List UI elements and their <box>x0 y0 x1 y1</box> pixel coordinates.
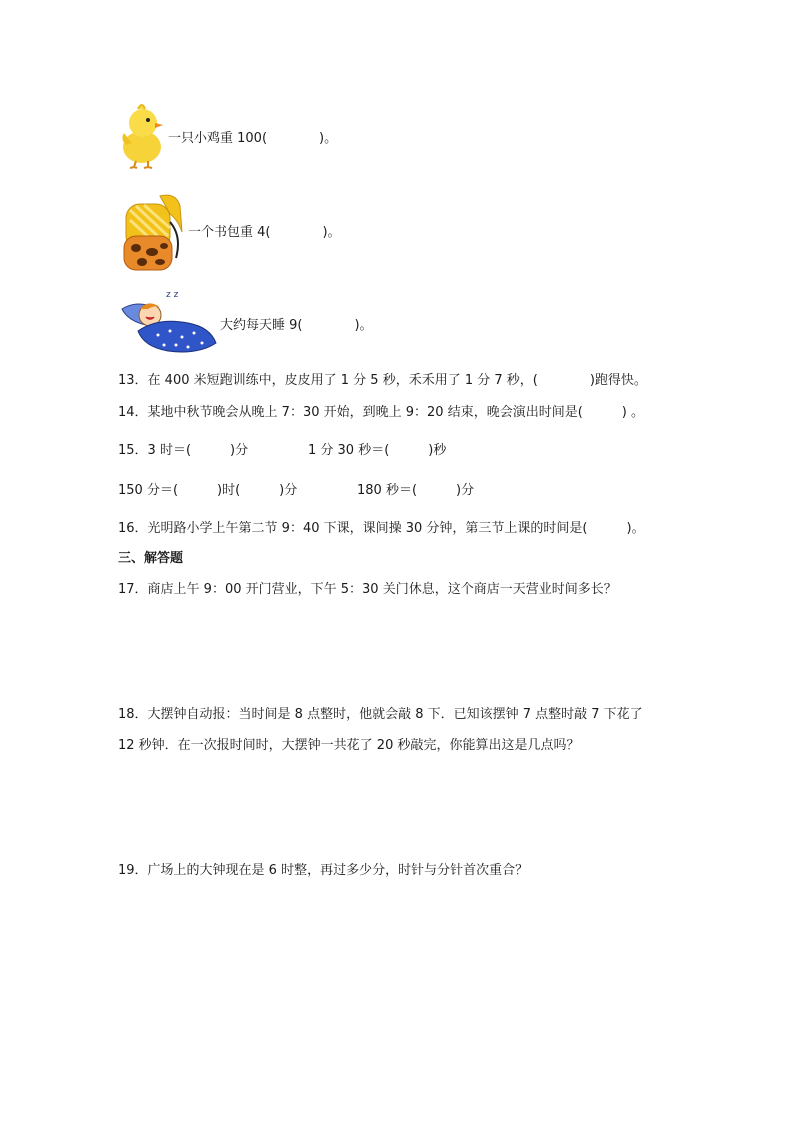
question-18-line-2: 12 秒钟．在一次报时间时，大摆钟一共花了 20 秒敲完，你能算出这是几点吗？ <box>118 738 580 753</box>
question-15-part-4: 180 秒＝( )分 <box>357 483 475 498</box>
question-18-line-1: 18．大摆钟自动报：当时间是 8 点整时，他就会敲 8 下．已知该摆钟 7 点整时敲 7 下花了 <box>118 707 643 722</box>
question-13: 13．在 400 米短跑训练中，皮皮用了 1 分 5 秒，禾禾用了 1 分 7 秒，( )跑得快。 <box>118 373 647 388</box>
question-15-part-2: 1 分 30 秒＝( )秒 <box>308 443 447 458</box>
backpack-icon <box>120 192 186 274</box>
section-heading: 三、解答题 <box>118 551 184 566</box>
question-16: 16．光明路小学上午第二节 9：40 下课，课间操 30 分钟，第三节上课的时间是( )。 <box>118 521 645 536</box>
question-15-part-1: 15．3 时＝( )分 <box>118 443 249 458</box>
question-14: 14．某地中秋节晚会从晚上 7：30 开始，到晚上 9：20 结束，晚会演出时间是( ) 。 <box>118 405 644 420</box>
question-15-part-3: 150 分＝( )时( )分 <box>118 483 298 498</box>
question-19: 19．广场上的大钟现在是 6 时整，再过多少分，时针与分针首次重合？ <box>118 863 529 878</box>
question-17: 17．商店上午 9：00 开门营业，下午 5：30 关门休息，这个商店一天营业时间多长？ <box>118 582 617 597</box>
chick-weight-question: 一只小鸡重 100( )。 <box>168 131 338 146</box>
svg-text:z z: z z <box>166 290 179 300</box>
sleeping-child-icon <box>118 285 218 357</box>
sleep-hours-question: 大约每天睡 9( )。 <box>220 318 373 333</box>
backpack-weight-question: 一个书包重 4( )。 <box>188 225 341 240</box>
chick-icon <box>118 103 168 169</box>
